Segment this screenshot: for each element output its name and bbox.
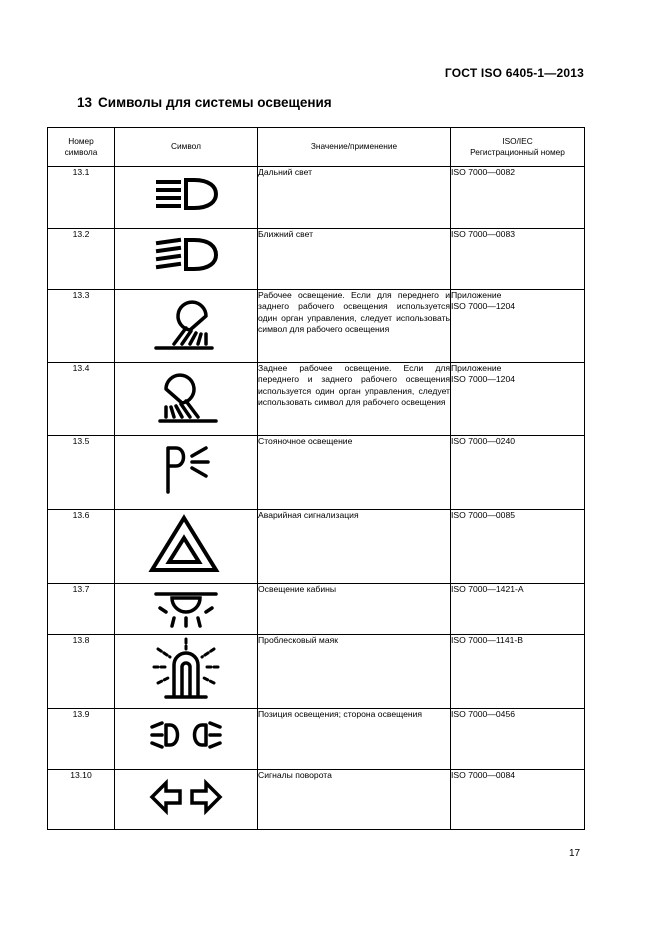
symbols-table (47, 127, 585, 830)
registration-number: Приложение ISO 7000—1204 (451, 290, 585, 363)
table-row (48, 229, 585, 290)
row-number: 13.2 (48, 229, 115, 290)
column-header-meaning: Значение/применение (258, 128, 451, 167)
hazard-warning-icon (146, 510, 226, 576)
high-beam-icon (146, 167, 226, 221)
registration-number: ISO 7000—0240 (451, 436, 585, 510)
column-header-symbol: Символ (115, 128, 258, 167)
registration-number: ISO 7000—0083 (451, 229, 585, 290)
table-row (48, 584, 585, 635)
symbol-cell (115, 167, 258, 229)
row-number: 13.9 (48, 709, 115, 770)
row-number: 13.4 (48, 363, 115, 436)
registration-number: ISO 7000—1421-A (451, 584, 585, 635)
registration-number: ISO 7000—0456 (451, 709, 585, 770)
section-title (77, 95, 332, 110)
work-light-icon (146, 290, 226, 356)
registration-number: ISO 7000—0084 (451, 770, 585, 830)
table-row (48, 436, 585, 510)
symbol-cell (115, 635, 258, 709)
low-beam-icon (146, 229, 226, 283)
table-row (48, 635, 585, 709)
registration-number: ISO 7000—0082 (451, 167, 585, 229)
meaning-text: Дальний свет (258, 167, 451, 229)
symbol-cell (115, 709, 258, 770)
column-header-number: Номер символа (48, 128, 115, 167)
registration-number: ISO 7000—0085 (451, 510, 585, 584)
table-row (48, 709, 585, 770)
table-row (48, 167, 585, 229)
beacon-icon (146, 635, 226, 701)
meaning-text: Стояночное освещение (258, 436, 451, 510)
meaning-text: Заднее рабочее освещение. Если для переднего и заднего рабочего освещения используется один орган управления, следует использовать символ для рабочего освещения (258, 363, 451, 436)
column-header-registration: ISO/IEC Регистрационный номер (451, 128, 585, 167)
meaning-text: Сигналы поворота (258, 770, 451, 830)
registration-number: Приложение ISO 7000—1204 (451, 363, 585, 436)
registration-number: ISO 7000—1141-B (451, 635, 585, 709)
row-number: 13.3 (48, 290, 115, 363)
section-number: 13 (77, 95, 93, 110)
row-number: 13.1 (48, 167, 115, 229)
row-number: 13.6 (48, 510, 115, 584)
meaning-text: Позиция освещения; сторона освещения (258, 709, 451, 770)
position-light-icon (146, 709, 226, 763)
row-number: 13.7 (48, 584, 115, 635)
symbol-cell (115, 584, 258, 635)
rear-work-light-icon (146, 363, 226, 429)
symbol-cell (115, 229, 258, 290)
symbol-cell (115, 290, 258, 363)
meaning-text: Аварийная сигнализация (258, 510, 451, 584)
standard-designation: ГОСТ ISO 6405-1—2013 (444, 66, 584, 80)
section-title-text: Символы для системы освещения (98, 95, 332, 110)
page-number: 17 (569, 848, 581, 859)
table-header-row (48, 128, 585, 167)
table-row (48, 510, 585, 584)
symbol-cell (115, 363, 258, 436)
meaning-text: Рабочее освещение. Если для переднего и заднего рабочего освещения используется один орган управления, следует использовать символ для рабочего освещения (258, 290, 451, 363)
row-number: 13.10 (48, 770, 115, 830)
table-row (48, 770, 585, 830)
symbol-cell (115, 436, 258, 510)
row-number: 13.5 (48, 436, 115, 510)
turn-signal-icon (146, 770, 226, 824)
parking-light-icon (146, 436, 226, 502)
table-row (48, 363, 585, 436)
symbol-cell (115, 510, 258, 584)
symbol-cell (115, 770, 258, 830)
meaning-text: Ближний свет (258, 229, 451, 290)
table-row (48, 290, 585, 363)
meaning-text: Проблесковый маяк (258, 635, 451, 709)
cab-light-icon (146, 584, 226, 632)
row-number: 13.8 (48, 635, 115, 709)
meaning-text: Освещение кабины (258, 584, 451, 635)
